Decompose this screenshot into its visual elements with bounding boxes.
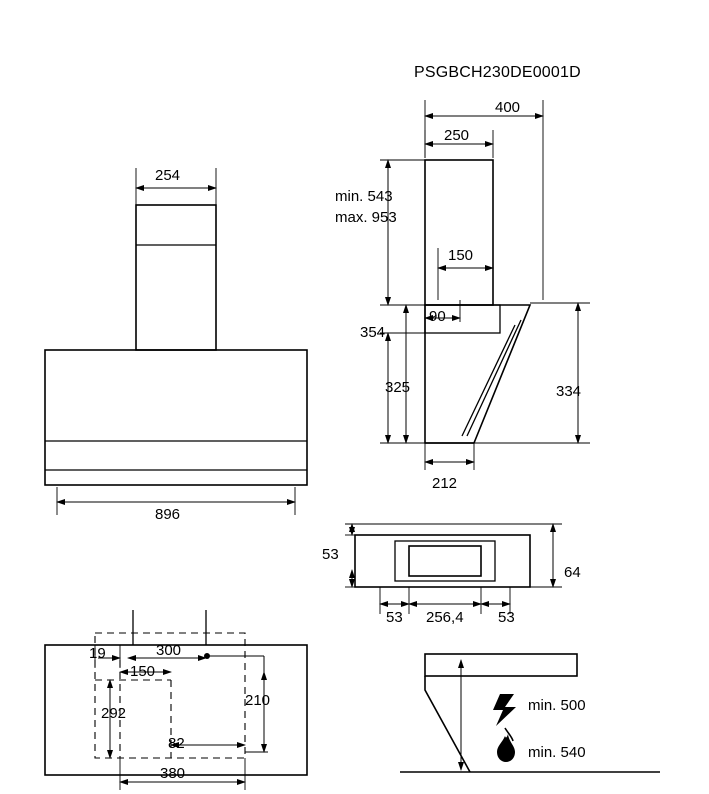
dim-bottom-53-right: 53: [498, 609, 515, 626]
clearance-label-electric: min. 500: [528, 697, 586, 714]
dim-top-64-right: 64: [564, 564, 581, 581]
dim-height-325: 325: [385, 379, 411, 396]
dim-height-334: 334: [556, 383, 582, 400]
dim-mount-90: 90: [429, 308, 446, 325]
dim-wall-300: 300: [156, 642, 182, 659]
dim-wall-380: 380: [160, 765, 186, 782]
dim-bottom-53-left: 53: [386, 609, 403, 626]
dim-max-height: max. 953: [335, 209, 397, 226]
dim-mount-150: 150: [448, 247, 474, 264]
dim-height-354: 354: [360, 324, 386, 341]
dim-wall-82: 82: [168, 735, 185, 752]
dim-min-height: min. 543: [335, 188, 393, 205]
dim-wall-292: 292: [101, 705, 127, 722]
dim-chimney-depth-250: 250: [444, 127, 470, 144]
dim-wall-150: 150: [130, 663, 156, 680]
dim-chimney-width-254: 254: [155, 167, 181, 184]
dim-base-212: 212: [432, 475, 458, 492]
dim-wall-210: 210: [245, 692, 271, 709]
dim-depth-400: 400: [495, 99, 521, 116]
dim-wall-19: 19: [89, 645, 106, 662]
dim-bottom-256-4: 256,4: [426, 609, 464, 626]
dim-body-width-896: 896: [155, 506, 181, 523]
clearance-label-gas: min. 540: [528, 744, 586, 761]
dim-top-53-left: 53: [322, 546, 339, 563]
drawing-title: PSGBCH230DE0001D: [414, 64, 581, 81]
